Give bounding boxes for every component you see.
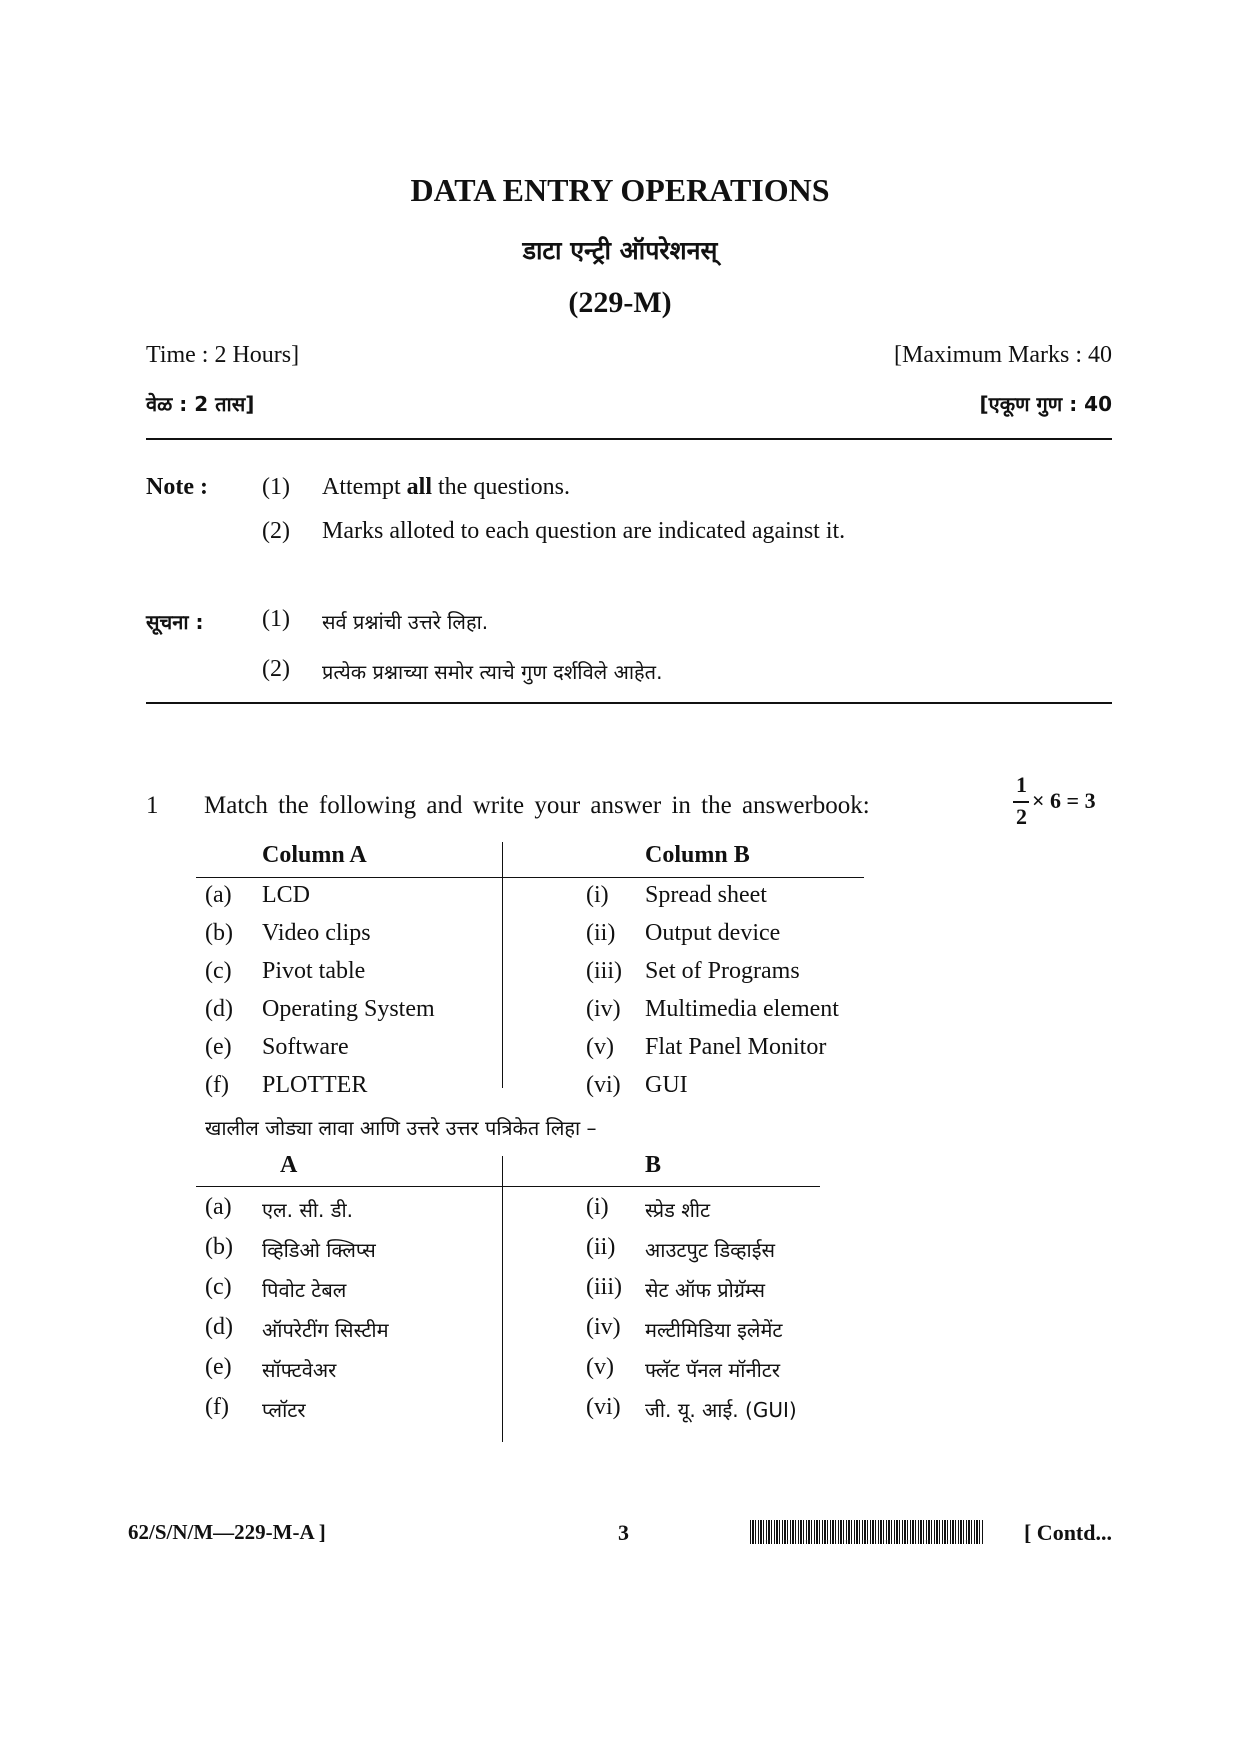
column-a-cell: Pivot table bbox=[262, 958, 366, 984]
row-label-b: (i) bbox=[586, 1194, 609, 1220]
column-b-cell: स्प्रेड शीट bbox=[645, 1198, 711, 1222]
row-label-b: (i) bbox=[586, 882, 609, 908]
table-en-header-rule bbox=[196, 877, 864, 878]
table-mr-divider bbox=[502, 1156, 503, 1442]
column-b-cell: Flat Panel Monitor bbox=[645, 1034, 827, 1060]
marks-numerator: 1 bbox=[1016, 772, 1027, 797]
column-b-cell: Spread sheet bbox=[645, 882, 767, 908]
row-label-b: (vi) bbox=[586, 1072, 621, 1098]
row-label-a: (b) bbox=[205, 920, 233, 946]
table-en-divider bbox=[502, 842, 503, 1088]
row-label-b: (ii) bbox=[586, 1234, 616, 1260]
column-a-cell: व्हिडिओ क्लिप्स bbox=[262, 1238, 376, 1262]
row-label-b: (ii) bbox=[586, 920, 616, 946]
row-label-a: (a) bbox=[205, 882, 232, 908]
row-label-a: (c) bbox=[205, 1274, 232, 1300]
marks-fraction-bar bbox=[1013, 801, 1029, 803]
column-b-header-mr: B bbox=[645, 1152, 662, 1178]
note-label-mr: सूचना : bbox=[146, 610, 204, 634]
row-label-b: (v) bbox=[586, 1034, 614, 1060]
page-number: 3 bbox=[618, 1520, 629, 1545]
column-b-cell: GUI bbox=[645, 1072, 688, 1098]
barcode-icon bbox=[750, 1520, 984, 1544]
note-1-text: Attempt all the questions. bbox=[322, 474, 570, 500]
column-a-cell: PLOTTER bbox=[262, 1072, 368, 1098]
row-label-b: (vi) bbox=[586, 1394, 621, 1420]
column-b-cell: सेट ऑफ प्रोग्रॅम्स bbox=[645, 1278, 766, 1302]
column-b-cell: आउटपुट डिव्हाईस bbox=[645, 1238, 776, 1262]
paper-code: (229-M) bbox=[568, 286, 672, 319]
row-label-a: (f) bbox=[205, 1072, 229, 1098]
row-label-a: (c) bbox=[205, 958, 232, 984]
marks-denominator: 2 bbox=[1016, 804, 1027, 829]
paper-title-marathi: डाटा एन्ट्री ऑपरेशनस् bbox=[522, 236, 718, 265]
row-label-b: (iv) bbox=[586, 996, 621, 1022]
column-b-cell: Output device bbox=[645, 920, 781, 946]
column-b-cell: फ्लॅट पॅनल मॉनीटर bbox=[645, 1358, 781, 1382]
column-a-cell: प्लॉटर bbox=[262, 1398, 306, 1422]
note-label: Note : bbox=[146, 474, 208, 500]
time-en: Time : 2 Hours] bbox=[146, 342, 300, 368]
note-1-num: (1) bbox=[262, 474, 290, 500]
column-a-cell: LCD bbox=[262, 882, 310, 908]
time-mr: वेळ : 2 तास] bbox=[146, 392, 255, 416]
table-mr-header-rule bbox=[196, 1186, 820, 1187]
question-text: Match the following and write your answer in the answerbook: bbox=[204, 792, 870, 819]
column-a-header-mr: A bbox=[280, 1152, 298, 1178]
note-mr-1-num: (1) bbox=[262, 606, 290, 632]
column-b-cell: Set of Programs bbox=[645, 958, 800, 984]
row-label-a: (e) bbox=[205, 1354, 232, 1380]
column-a-cell: Video clips bbox=[262, 920, 371, 946]
column-b-cell: Multimedia element bbox=[645, 996, 839, 1022]
row-label-a: (f) bbox=[205, 1394, 229, 1420]
row-label-a: (b) bbox=[205, 1234, 233, 1260]
row-label-a: (d) bbox=[205, 1314, 233, 1340]
column-a-cell: ऑपरेटींग सिस्टीम bbox=[262, 1318, 389, 1342]
divider-top bbox=[146, 438, 1112, 440]
column-a-cell: पिवोट टेबल bbox=[262, 1278, 347, 1302]
column-a-cell: Operating System bbox=[262, 996, 435, 1022]
contd-label: [ Contd... bbox=[1023, 1520, 1112, 1545]
marks-multiplier: × 6 = 3 bbox=[1032, 788, 1096, 813]
instruction-marathi: खालील जोड्या लावा आणि उत्तरे उत्तर पत्रिकेत लिहा – bbox=[205, 1116, 597, 1140]
row-label-b: (iii) bbox=[586, 958, 622, 984]
question-number: 1 bbox=[146, 792, 159, 819]
note-2-text: Marks alloted to each question are indicated against it. bbox=[322, 518, 846, 544]
row-label-b: (iii) bbox=[586, 1274, 622, 1300]
row-label-a: (a) bbox=[205, 1194, 232, 1220]
row-label-b: (v) bbox=[586, 1354, 614, 1380]
row-label-a: (d) bbox=[205, 996, 233, 1022]
divider-bottom bbox=[146, 702, 1112, 704]
note-mr-2-num: (2) bbox=[262, 656, 290, 682]
row-label-a: (e) bbox=[205, 1034, 232, 1060]
column-b-header: Column B bbox=[645, 842, 750, 868]
max-marks-mr: [एकूण गुण : 40 bbox=[979, 392, 1112, 416]
note-mr-2-text: प्रत्येक प्रश्नाच्या समोर त्याचे गुण दर्शविले आहेत. bbox=[322, 660, 663, 684]
paper-title: DATA ENTRY OPERATIONS bbox=[410, 172, 830, 208]
note-2-num: (2) bbox=[262, 518, 290, 544]
footer-code: 62/S/N/M—229-M-A ] bbox=[128, 1520, 326, 1544]
column-a-cell: एल. सी. डी. bbox=[262, 1198, 353, 1222]
note-mr-1-text: सर्व प्रश्नांची उत्तरे लिहा. bbox=[322, 610, 489, 634]
max-marks-en: [Maximum Marks : 40 bbox=[894, 342, 1112, 368]
column-b-cell: मल्टीमिडिया इलेमेंट bbox=[645, 1318, 783, 1342]
column-b-cell: जी. यू. आई. (GUI) bbox=[645, 1398, 797, 1422]
column-a-cell: सॉफ्टवेअर bbox=[262, 1358, 337, 1382]
column-a-cell: Software bbox=[262, 1034, 349, 1060]
row-label-b: (iv) bbox=[586, 1314, 621, 1340]
column-a-header: Column A bbox=[262, 842, 367, 868]
